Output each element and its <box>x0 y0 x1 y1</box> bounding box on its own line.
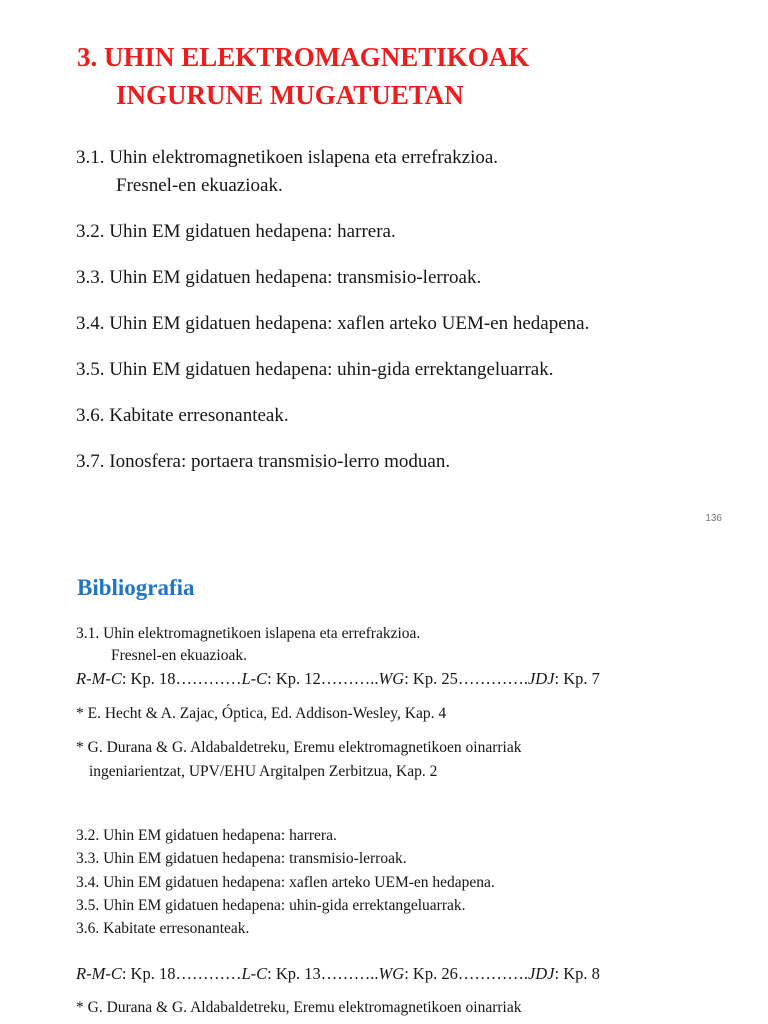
bib-section1-heading: 3.1. Uhin elektromagnetikoen islapena eta errefrakzioa. <box>76 625 421 642</box>
page-number: 136 <box>705 513 722 524</box>
ref-lc-text: : Kp. 12……….. <box>267 669 379 688</box>
ref-lc-text: : Kp. 13……….. <box>267 964 379 983</box>
bibliography-title: Bibliografia <box>77 575 195 600</box>
toc-item-3-4: 3.4. Uhin EM gidatuen hedapena: xaflen arteko UEM-en hedapena. <box>76 313 590 334</box>
bib-section2-line-3-6: 3.6. Kabitate erresonanteak. <box>76 920 250 937</box>
ref-rmc-label: R-M-C <box>76 669 122 688</box>
ref-wg-label: WG <box>378 669 405 688</box>
ref-rmc-text: : Kp. 18………… <box>121 964 242 983</box>
ref-jdj-label: JDJ <box>527 964 555 983</box>
ref-jdj-text: : Kp. 7 <box>554 669 600 688</box>
bib-section1-refs <box>76 671 600 688</box>
bib-section2-line-3-4: 3.4. Uhin EM gidatuen hedapena: xaflen arteko UEM-en hedapena. <box>76 874 495 891</box>
ref-lc-label: L-C <box>241 964 268 983</box>
toc-item-3-6: 3.6. Kabitate erresonanteak. <box>76 405 289 426</box>
slide-title-line1: 3. UHIN ELEKTROMAGNETIKOAK <box>77 42 530 72</box>
toc-item-3-3: 3.3. Uhin EM gidatuen hedapena: transmisio-lerroak. <box>76 267 482 288</box>
bib-section2-line-3-5: 3.5. Uhin EM gidatuen hedapena: uhin-gida errektangeluarrak. <box>76 897 466 914</box>
ref-wg-label: WG <box>378 964 405 983</box>
ref-lc-label: L-C <box>241 669 268 688</box>
toc-item-3-2: 3.2. Uhin EM gidatuen hedapena: harrera. <box>76 221 396 242</box>
ref-jdj-text: : Kp. 8 <box>554 964 600 983</box>
bib-section2-line-3-3: 3.3. Uhin EM gidatuen hedapena: transmisio-lerroak. <box>76 850 407 867</box>
bib-section1-heading-cont: Fresnel-en ekuazioak. <box>111 647 247 664</box>
bib-section2-item1: * G. Durana & G. Aldabaldetreku, Eremu elektromagnetikoen oinarriak <box>76 999 522 1016</box>
ref-rmc-label: R-M-C <box>76 964 122 983</box>
slide-title-line2: INGURUNE MUGATUETAN <box>116 80 464 110</box>
bib-section1-item2-cont: ingeniarientzat, UPV/EHU Argitalpen Zerbitzua, Kap. 2 <box>89 763 438 780</box>
bib-section1-item1: * E. Hecht & A. Zajac, Óptica, Ed. Addison-Wesley, Kap. 4 <box>76 705 447 722</box>
ref-wg-text: : Kp. 25…………. <box>404 669 528 688</box>
bib-section1-item2: * G. Durana & G. Aldabaldetreku, Eremu elektromagnetikoen oinarriak <box>76 739 522 756</box>
toc-item-3-1-cont: Fresnel-en ekuazioak. <box>116 175 283 196</box>
toc-item-3-1: 3.1. Uhin elektromagnetikoen islapena eta errefrakzioa. <box>76 147 499 168</box>
ref-wg-text: : Kp. 26…………. <box>404 964 528 983</box>
bib-section2-refs <box>76 966 600 983</box>
ref-jdj-label: JDJ <box>527 669 555 688</box>
toc-item-3-7: 3.7. Ionosfera: portaera transmisio-lerro moduan. <box>76 451 451 472</box>
ref-rmc-text: : Kp. 18………… <box>121 669 242 688</box>
toc-item-3-5: 3.5. Uhin EM gidatuen hedapena: uhin-gida errektangeluarrak. <box>76 359 554 380</box>
bib-section2-line-3-2: 3.2. Uhin EM gidatuen hedapena: harrera. <box>76 827 337 844</box>
